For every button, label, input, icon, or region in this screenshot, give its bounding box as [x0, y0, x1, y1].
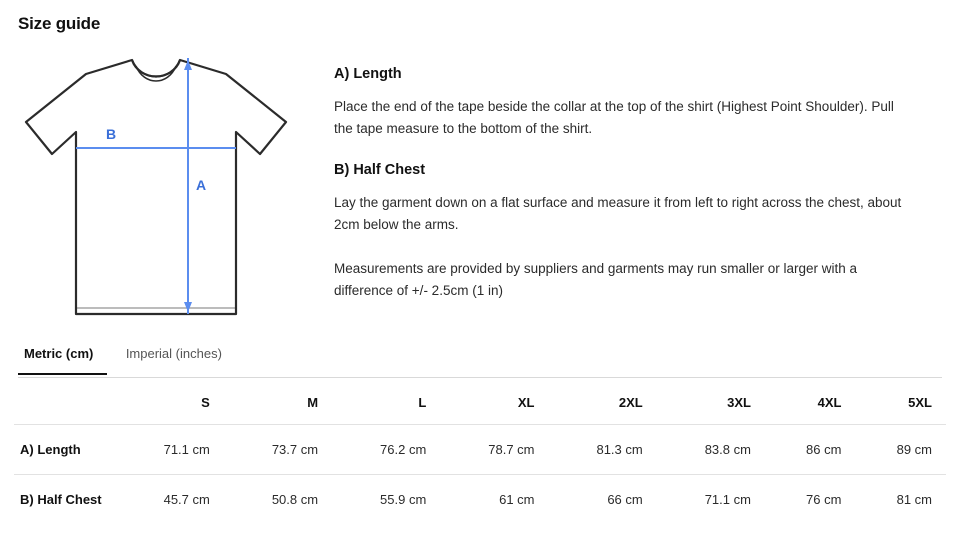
tab-metric[interactable]: Metric (cm)	[18, 342, 107, 375]
size-table	[14, 381, 946, 524]
length-m: 73.7 cm	[224, 425, 332, 475]
half-chest-description: Lay the garment down on a flat surface and measure it from left to right across the chest, about 2cm below the arms.	[334, 195, 902, 232]
length-l: 76.2 cm	[332, 425, 440, 475]
column-header-s: S	[116, 381, 224, 425]
column-header-l: L	[332, 381, 440, 425]
length-description: Place the end of the tape beside the collar at the top of the shirt (Highest Point Shoulder). Pull the tape measure to the bottom of the shirt.	[334, 99, 894, 136]
chest-5xl: 81 cm	[896, 492, 932, 507]
table-header-row	[14, 381, 946, 425]
chest-xl: 61 cm	[499, 492, 535, 507]
measurement-note: Measurements are provided by suppliers and garments may run smaller or larger with a difference of +/- 2.5cm (1 in)	[334, 261, 857, 298]
table-row	[14, 425, 946, 475]
column-header-4xl: 4XL	[765, 381, 856, 425]
table-row	[14, 475, 946, 525]
diagram-label-b: B	[106, 126, 117, 142]
unit-tabs	[18, 342, 942, 378]
row-label-length: A) Length	[14, 425, 116, 475]
column-header-5xl: 5XL	[855, 381, 946, 425]
length-4xl: 86 cm	[765, 425, 856, 475]
chest-l: 55.9 cm	[380, 492, 427, 507]
chest-m: 50.8 cm	[271, 492, 319, 507]
column-header-m: M	[224, 381, 332, 425]
tshirt-diagram	[14, 46, 314, 324]
length-s: 71.1 cm	[116, 425, 224, 475]
tshirt-illustration-icon	[14, 46, 314, 324]
length-5xl: 89 cm	[855, 425, 946, 475]
column-header-2xl: 2XL	[549, 381, 657, 425]
page-title: Size guide	[18, 14, 101, 33]
chest-2xl: 66 cm	[607, 492, 643, 507]
row-label-half-chest: B) Half Chest	[20, 492, 102, 507]
instructions-column	[334, 66, 934, 306]
diagram-label-a: A	[196, 177, 207, 193]
chest-s: 45.7 cm	[163, 492, 210, 507]
size-table-body	[14, 425, 946, 525]
size-table-head	[14, 381, 946, 425]
column-header-3xl: 3XL	[657, 381, 765, 425]
table-corner-cell	[14, 381, 116, 425]
length-3xl: 83.8 cm	[657, 425, 765, 475]
length-xl: 78.7 cm	[440, 425, 548, 475]
tab-imperial[interactable]: Imperial (inches)	[125, 346, 222, 361]
half-chest-heading: B) Half Chest	[334, 162, 426, 178]
chest-4xl: 76 cm	[806, 492, 842, 507]
column-header-xl: XL	[440, 381, 548, 425]
size-guide-top-section	[0, 44, 960, 334]
length-heading: A) Length	[334, 66, 402, 82]
chest-3xl: 71.1 cm	[704, 492, 751, 507]
length-2xl: 81.3 cm	[549, 425, 657, 475]
